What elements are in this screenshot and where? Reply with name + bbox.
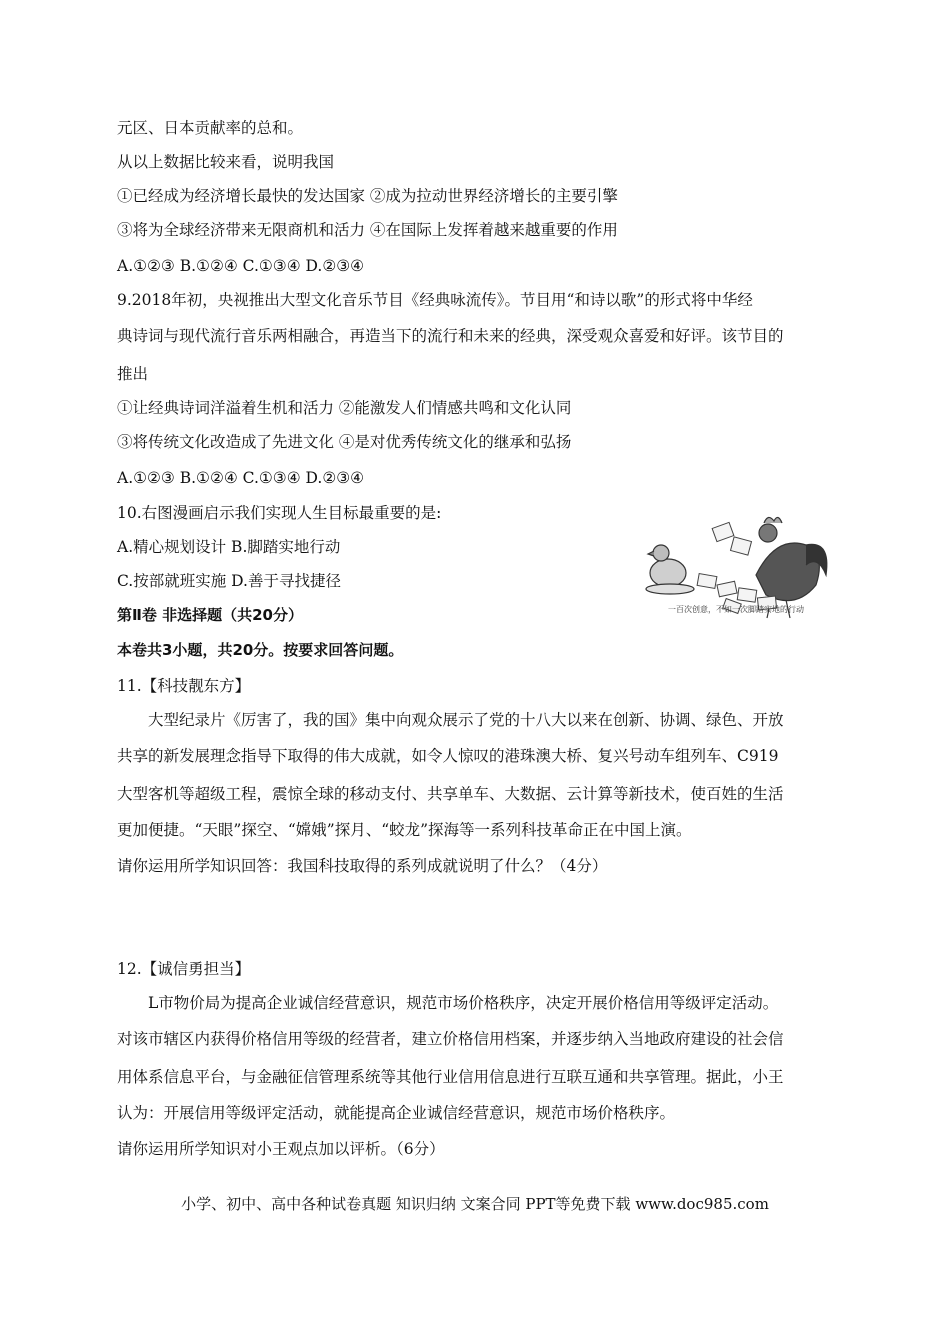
q11-para-3: 大型客机等超级工程，震惊全球的移动支付、共享单车、大数据、云计算等新技术，使百姓的生活 bbox=[117, 785, 784, 803]
hen-figure bbox=[646, 545, 694, 594]
q8-choices: A.①②③ B.①②④ C.①③④ D.②③④ bbox=[117, 257, 365, 275]
q11-title: 11.【科技靓东方】 bbox=[117, 677, 251, 695]
q12-para-4: 认为：开展信用等级评定活动，就能提高企业诚信经营意识，规范市场价格秩序。 bbox=[117, 1104, 676, 1122]
part2-title: 第Ⅱ卷 非选择题（共20分） bbox=[117, 606, 303, 624]
q12-para-1: L市物价局为提高企业诚信经营意识，规范市场价格秩序，决定开展价格信用等级评定活动。 bbox=[148, 994, 779, 1012]
q9-line-3: 推出 bbox=[117, 365, 149, 383]
q11-para-2: 共享的新发展理念指导下取得的伟大成就，如令人惊叹的港珠澳大桥、复兴号动车组列车、C919 bbox=[117, 747, 779, 765]
q12-para-3: 用体系信息平台，与金融征信管理系统等其他行业信用信息进行互联互通和共享管理。据此，小王 bbox=[117, 1068, 784, 1086]
part2-note: 本卷共3小题，共20分。按要求回答问题。 bbox=[117, 641, 404, 659]
q9-line-2: 典诗词与现代流行音乐两相融合，再造当下的流行和未来的经典，深受观众喜爱和好评。该节目的 bbox=[117, 327, 784, 345]
q8-options-12: ①已经成为经济增长最快的发达国家 ②成为拉动世界经济增长的主要引擎 bbox=[117, 187, 618, 205]
q9-line-1: 9.2018年初，央视推出大型文化音乐节目《经典咏流传》。节目用“和诗以歌”的形式将中华经 bbox=[117, 291, 753, 309]
q11-question: 请你运用所学知识回答：我国科技取得的系列成就说明了什么？（4分） bbox=[117, 857, 608, 875]
q10-choices-cd: C.按部就班实施 D.善于寻找捷径 bbox=[117, 572, 341, 590]
q11-para-4: 更加便捷。“天眼”探空、“嫦娥”探月、“蛟龙”探海等一系列科技革命正在中国上演。 bbox=[117, 821, 692, 839]
q12-para-2: 对该市辖区内获得价格信用等级的经营者，建立价格信用档案，并逐步纳入当地政府建设的社会信 bbox=[117, 1030, 784, 1048]
footer-text: 小学、初中、高中各种试卷真题 知识归纳 文案合同 PPT等免费下载 www.doc985.com bbox=[181, 1195, 769, 1213]
q8-stem: 从以上数据比较来看，说明我国 bbox=[117, 153, 335, 171]
q10-stem: 10.右图漫画启示我们实现人生目标最重要的是: bbox=[117, 504, 442, 522]
cartoon-caption: 一百次创意，不如一次脚踏实地的行动 bbox=[668, 605, 804, 614]
q9-choices: A.①②③ B.①②④ C.①③④ D.②③④ bbox=[117, 469, 365, 487]
q8-options-34: ③将为全球经济带来无限商机和活力 ④在国际上发挥着越来越重要的作用 bbox=[117, 221, 618, 239]
q12-title: 12.【诚信勇担当】 bbox=[117, 960, 251, 978]
q9-options-34: ③将传统文化改造成了先进文化 ④是对优秀传统文化的继承和弘扬 bbox=[117, 433, 572, 451]
q9-options-12: ①让经典诗词洋溢着生机和活力 ②能激发人们情感共鸣和文化认同 bbox=[117, 399, 572, 417]
q11-para-1: 大型纪录片《厉害了，我的国》集中向观众展示了党的十八大以来在创新、协调、绿色、开放 bbox=[148, 711, 784, 729]
q8-continuation: 元区、日本贡献率的总和。 bbox=[117, 119, 304, 137]
q12-question: 请你运用所学知识对小王观点加以评析。（6分） bbox=[117, 1140, 445, 1158]
q10-choices-ab: A.精心规划设计 B.脚踏实地行动 bbox=[117, 538, 341, 556]
